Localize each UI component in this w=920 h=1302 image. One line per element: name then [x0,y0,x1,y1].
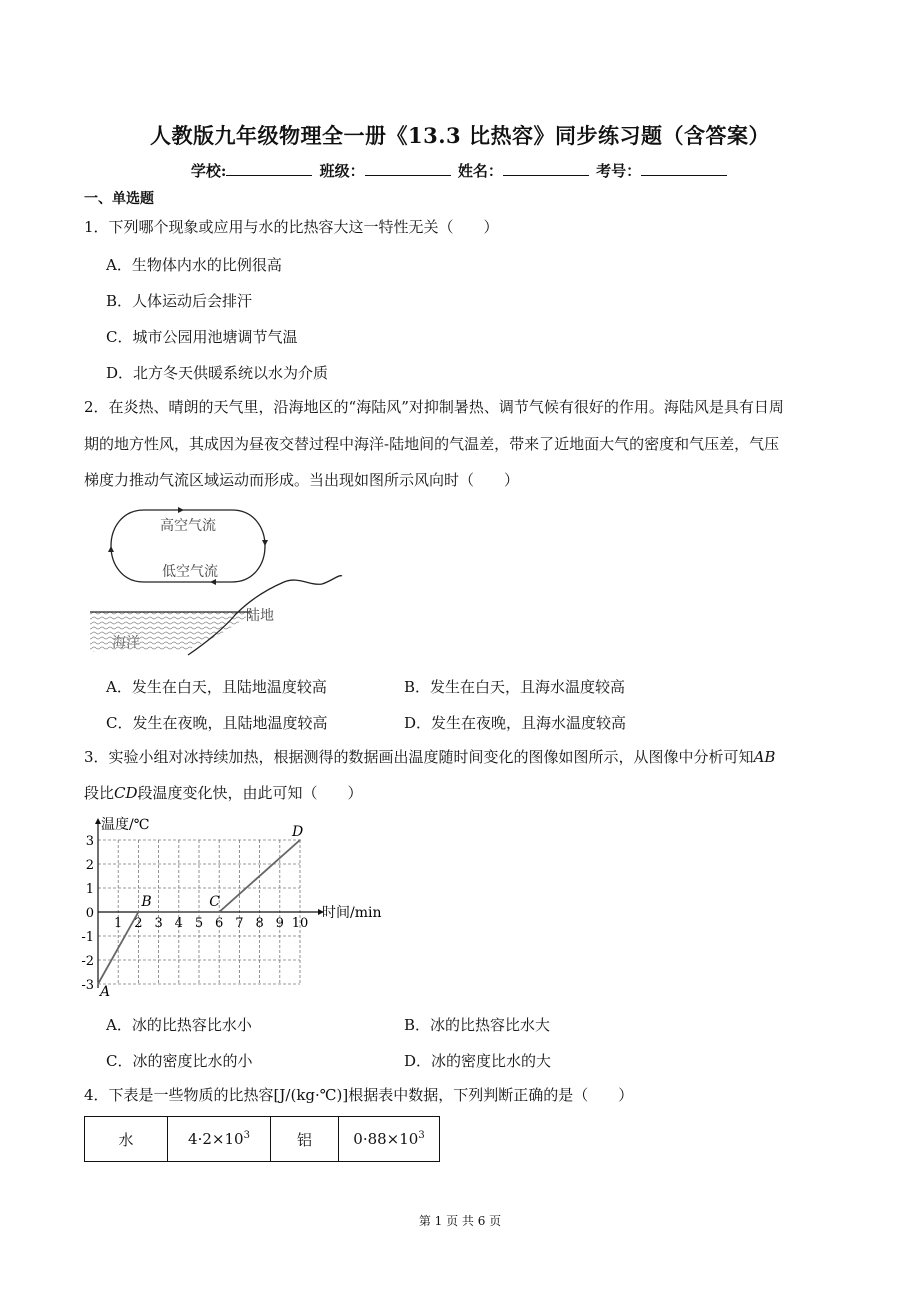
question-3-line-1 [84,748,844,767]
sea-label: 海洋 [112,635,140,651]
table-cell [339,1117,440,1162]
name-label: 姓名： [457,162,503,180]
question-2-line-1: 2．在炎热、晴朗的天气里，沿海地区的“海陆风”对抑制暑热、调节气候有很好的作用。海陆风是具有日周 [84,398,784,416]
table-row [85,1117,440,1162]
table-cell [168,1117,271,1162]
y-tick-label: 0 [85,906,94,921]
point-label: B [141,894,152,910]
exam-number-label: 考号： [596,162,642,180]
high-air-label: 高空气流 [160,518,216,534]
q3-cd-segment: CD [114,784,138,802]
q3-option-c: C．冰的密度比水的小 [106,1052,253,1070]
question-2-line-2: 期的地方性风，其成因为昼夜交替过程中海洋-陆地间的气温差，带来了近地面大气的密度和气压差，气压 [84,435,780,453]
table-cell-value: 0·88×10 [353,1130,419,1148]
sea-land-breeze-figure [84,500,354,662]
table-cell: 水 [85,1117,168,1162]
arrow-top-icon [178,507,184,513]
arrow-right-icon [262,540,268,546]
school-label: 学校: [190,162,227,180]
page-footer: 第 1 页 共 6 页 [418,1214,502,1228]
x-tick-label: 2 [134,916,143,931]
x-tick-label: 9 [275,916,284,931]
student-info-line [0,160,920,181]
table-cell-value: 4·2×10 [188,1130,244,1148]
x-tick-label: 1 [114,916,123,931]
y-tick-label: 2 [85,858,94,873]
x-tick-label: 7 [235,916,244,931]
data-point [97,983,99,985]
x-tick-label: 4 [174,916,183,931]
q3-text-2b: 段温度变化快，由此可知（ ） [137,784,363,802]
x-tick-label: 3 [154,916,163,931]
q1-option-c: C．城市公园用池塘调节气温 [106,328,298,346]
point-label: A [100,984,111,1000]
x-axis-label: 时间/min [322,905,382,921]
q2-option-d: D．发生在夜晚，且海水温度较高 [404,714,627,732]
q1-option-b: B．人体运动后会排汗 [106,292,253,310]
x-tick-label: 8 [255,916,264,931]
temperature-time-chart [81,812,382,1000]
y-tick-label: -1 [81,930,94,945]
question-3-line-2 [84,784,363,803]
low-air-label: 低空气流 [162,564,218,580]
specific-heat-table [84,1116,440,1162]
data-point [138,911,140,913]
x-tick-label: 5 [194,916,204,931]
data-point [218,911,220,913]
exam-number-blank[interactable] [641,160,727,176]
class-blank[interactable] [365,160,451,176]
q2-option-a: A．发生在白天，且陆地温度较高 [106,678,327,696]
q1-option-a: A．生物体内水的比例很高 [106,256,282,274]
table-cell-exponent: 3 [418,1130,425,1141]
table-cell: 铝 [271,1117,339,1162]
y-tick-label: 1 [85,882,94,897]
y-tick-label: -3 [81,978,94,993]
question-1-stem: 1．下列哪个现象或应用与水的比热容大这一特性无关（ ） [84,218,499,236]
page-title: 人教版九年级物理全一册《13.3 比热容》同步练习题（含答案） [150,123,770,148]
land-label: 陆地 [246,608,274,624]
question-2-line-3: 梯度力推动气流区域运动而形成。当出现如图所示风向时（ ） [84,471,520,489]
y-axis-label: 温度/℃ [101,817,150,833]
q2-option-c: C．发生在夜晚，且陆地温度较高 [106,714,328,732]
x-tick-label: 6 [215,916,224,931]
arrow-left-icon [108,546,114,552]
name-blank[interactable] [503,160,589,176]
q2-option-b: B．发生在白天，且海水温度较高 [404,678,626,696]
y-tick-label: -2 [81,954,94,969]
point-label: D [292,824,304,840]
section-heading: 一、单选题 [84,191,154,207]
q3-option-a: A．冰的比热容比水小 [106,1016,252,1034]
question-4-stem: 4．下表是一些物质的比热容[J/(kg·℃)]根据表中数据，下列判断正确的是（ ） [84,1086,634,1104]
q3-text-2a: 段比 [84,784,115,802]
q1-option-d: D．北方冬天供暖系统以水为介质 [106,364,329,382]
q3-ab-segment: AB [753,748,776,766]
y-tick-label: 3 [85,834,94,849]
x-tick-label: 10 [291,916,309,931]
point-label: C [209,894,220,910]
q3-option-b: B．冰的比热容比水大 [404,1016,551,1034]
table-cell-exponent: 3 [243,1130,250,1141]
school-blank[interactable] [226,160,312,176]
q3-text-1: 3．实验小组对冰持续加热，根据测得的数据画出温度随时间变化的图像如图所示，从图像中分析可知 [84,748,754,766]
q3-option-d: D．冰的密度比水的大 [404,1052,552,1070]
class-label: 班级： [319,162,365,180]
